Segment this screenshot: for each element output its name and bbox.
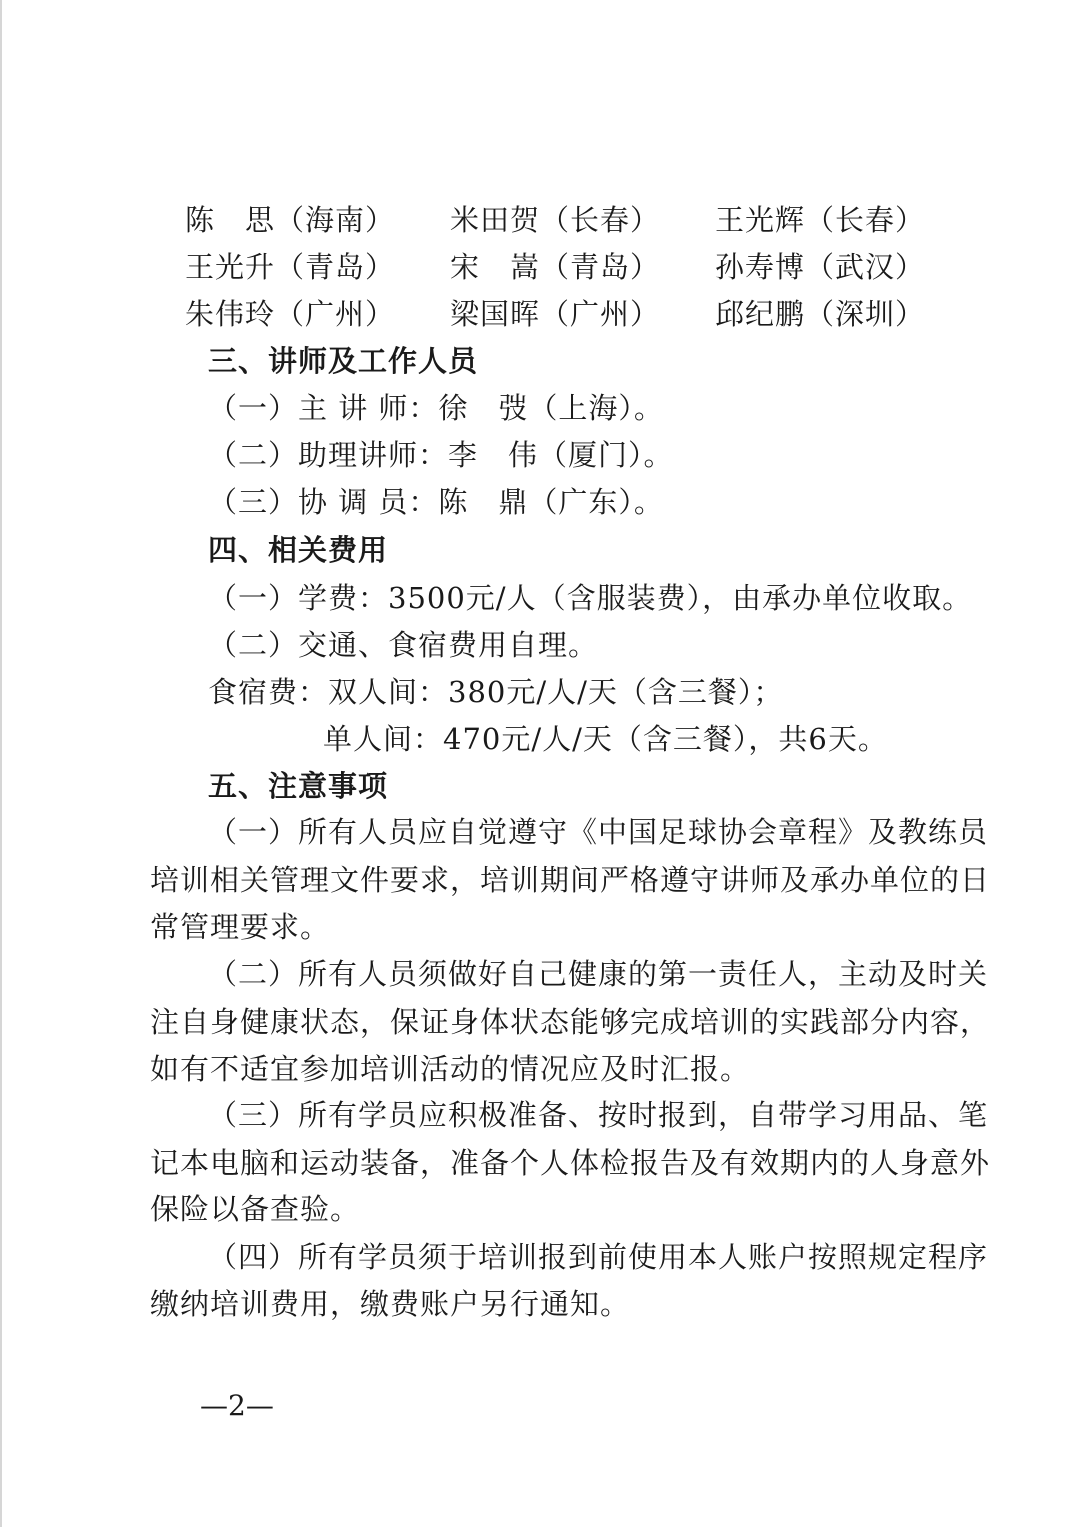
section4-item-1: （一）学费：3500元/人（含服装费），由承办单位收取。 <box>208 581 973 615</box>
section5-line-8: 记本电脑和运动装备，准备个人体检报告及有效期内的人身意外 <box>150 1146 991 1180</box>
section3-heading: 三、讲师及工作人员 <box>208 344 479 378</box>
section5-heading: 五、注意事项 <box>208 769 389 803</box>
section5-line-9: 保险以备查验。 <box>150 1192 361 1226</box>
roster-r1c3: 王光辉（长春） <box>715 203 926 237</box>
section3-item-1: （一）主 讲 师：徐 弢（上海）。 <box>208 391 664 425</box>
roster-r3c2: 梁国晖（广州） <box>450 297 661 331</box>
roster-r2c2: 宋 嵩（青岛） <box>450 250 661 284</box>
page-number: —2— <box>200 1389 274 1422</box>
section5-line-2: 培训相关管理文件要求，培训期间严格遵守讲师及承办单位的日 <box>150 863 991 897</box>
section5-line-11: 缴纳培训费用，缴费账户另行通知。 <box>150 1287 631 1321</box>
section3-item-3: （三）协 调 员：陈 鼎（广东）。 <box>208 485 664 519</box>
section5-line-10: （四）所有学员须于培训报到前使用本人账户按照规定程序 <box>208 1240 989 1274</box>
roster-r2c3: 孙寿博（武汉） <box>715 250 926 284</box>
roster-r3c1: 朱伟玲（广州） <box>185 297 396 331</box>
section4-item-4: 单人间：470元/人/天（含三餐），共6天。 <box>323 722 888 756</box>
roster-r1c2: 米田贺（长春） <box>450 203 661 237</box>
scan-edge-line <box>0 0 2 1527</box>
section4-item-3: 食宿费：双人间：380元/人/天（含三餐）； <box>208 675 784 709</box>
roster-r3c3: 邱纪鹏（深圳） <box>715 297 926 331</box>
section4-item-2: （二）交通、食宿费用自理。 <box>208 628 599 662</box>
roster-r2c1: 王光升（青岛） <box>185 250 396 284</box>
section5-line-6: 如有不适宜参加培训活动的情况应及时汇报。 <box>150 1052 751 1086</box>
section3-item-2: （二）助理讲师：李 伟（厦门）。 <box>208 438 674 472</box>
section5-line-4: （二）所有人员须做好自己健康的第一责任人，主动及时关 <box>208 957 989 991</box>
section4-heading: 四、相关费用 <box>208 533 389 567</box>
section5-line-7: （三）所有学员应积极准备、按时报到，自带学习用品、笔 <box>208 1098 989 1132</box>
section5-line-3: 常管理要求。 <box>150 910 331 944</box>
section5-line-1: （一）所有人员应自觉遵守《中国足球协会章程》及教练员 <box>208 815 989 849</box>
section5-line-5: 注自身健康状态，保证身体状态能够完成培训的实践部分内容， <box>150 1005 991 1039</box>
roster-r1c1: 陈 思（海南） <box>185 203 396 237</box>
